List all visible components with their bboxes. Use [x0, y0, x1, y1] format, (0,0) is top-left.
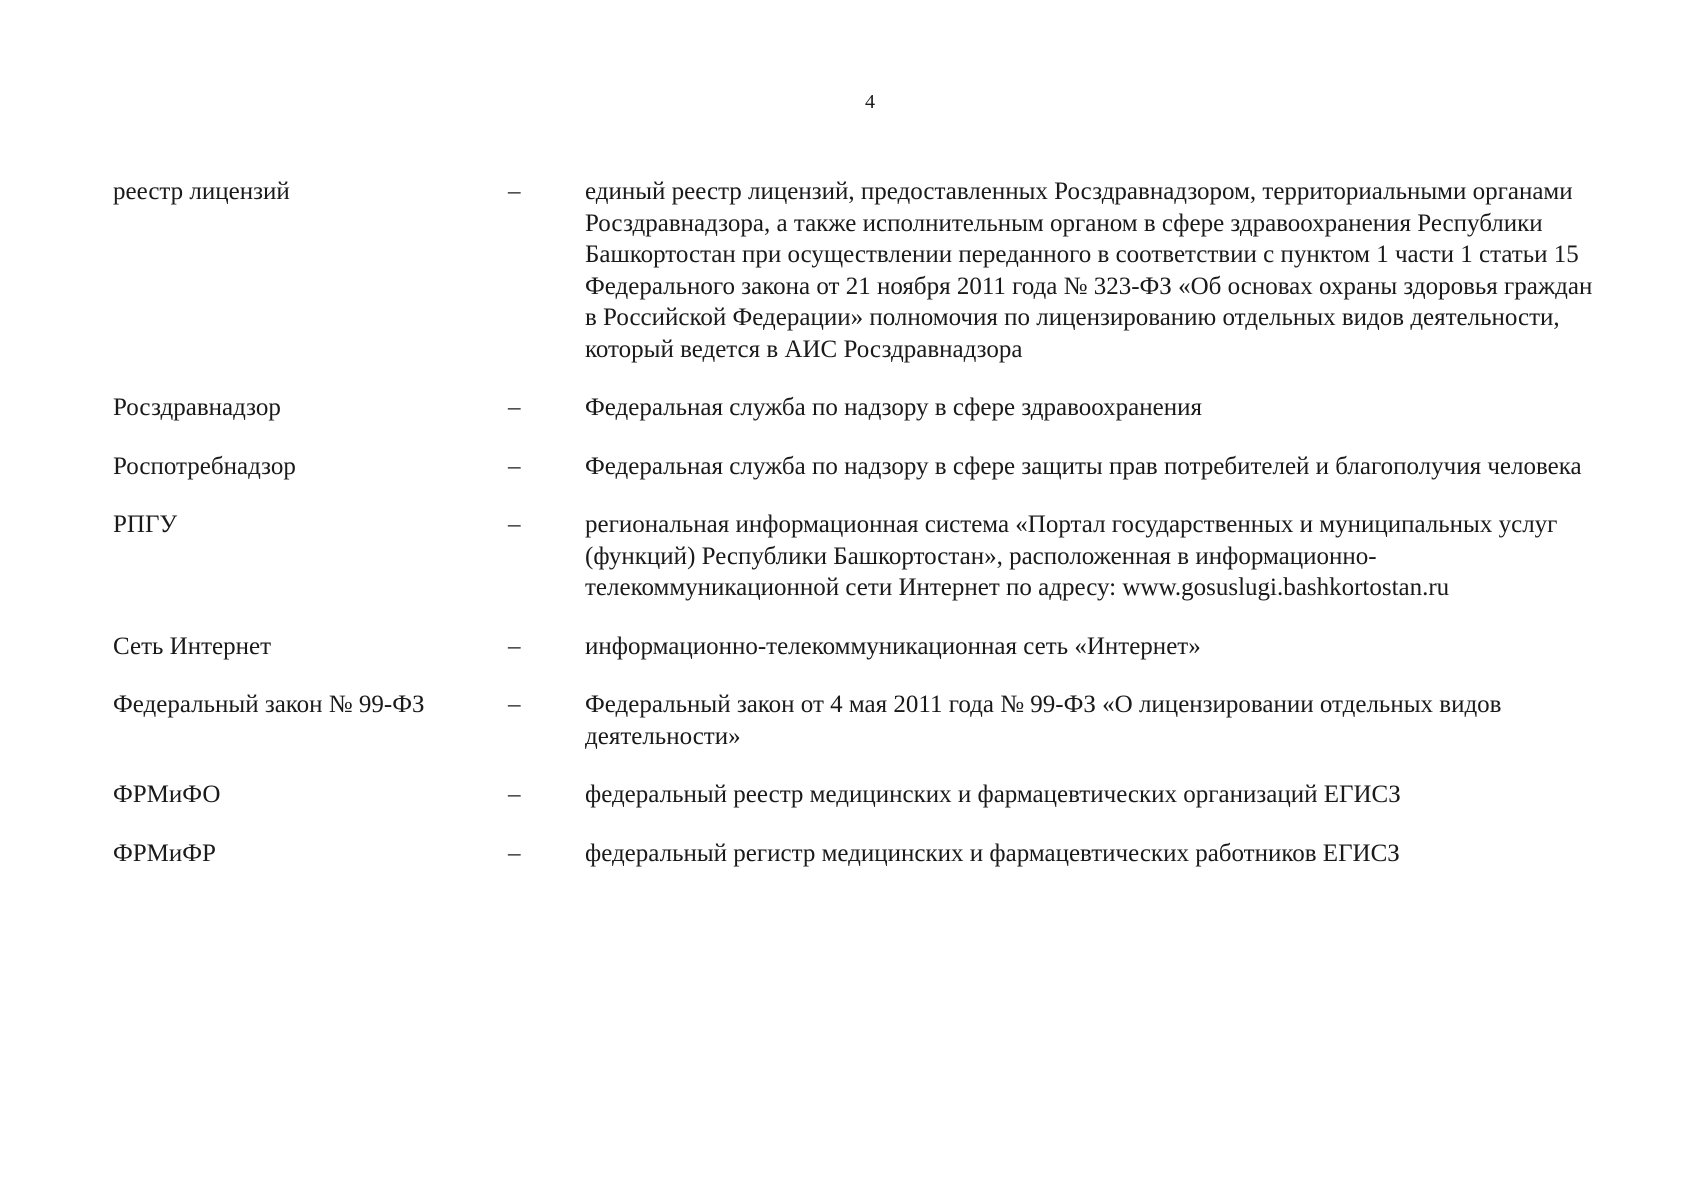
glossary-term: ФРМиФО — [113, 781, 221, 808]
glossary-term: Сеть Интернет — [113, 632, 272, 660]
glossary-term: Росздравнадзор — [113, 394, 281, 421]
glossary-definition: федеральный регистр медицинских и фармацевтических работников ЕГИСЗ — [585, 839, 1400, 867]
glossary-definition: региональная информационная система «Портал государственных и муниципальных услуг (функций) Республики Башкортостан», расположенная в информационно-телекоммуникационной сети Интернет по адресу: www.gosuslugi.bashkortostan.ru — [585, 511, 1558, 601]
glossary-definition: единый реестр лицензий, предоставленных Росздравнадзором, территориальными органами Росздравнадзора, а также исполнительным органом в сфере здравоохранения Республики Башкортостан при осуществлении переданного в соответствии с пунктом 1 части 1 статьи 15 Федерального закона от 21 ноября 2011 года № 323-ФЗ «Об основах охраны здоровья граждан в Российской Федерации» полномочия по лицензированию отдельных видов деятельности, который ведется в АИС Росздравнадзора — [585, 178, 1593, 363]
glossary-term: Роспотребнадзор — [113, 452, 296, 480]
glossary-term: РПГУ — [113, 511, 178, 538]
glossary-dash: – — [508, 781, 521, 808]
glossary-definition: федеральный реестр медицинских и фармацевтических организаций ЕГИСЗ — [585, 781, 1401, 808]
glossary-row-frmifr — [113, 838, 1613, 870]
glossary-definition: информационно-телекоммуникационная сеть «Интернет» — [585, 632, 1201, 660]
glossary-row-frmifo — [113, 779, 1613, 811]
glossary-row-internet — [113, 631, 1613, 663]
glossary-row-rospotrebnadzor — [113, 451, 1613, 483]
glossary-term: ФРМиФР — [113, 839, 216, 867]
glossary-row-roszdravnadzor — [113, 392, 1613, 424]
glossary-term: Федеральный закон № 99-ФЗ — [113, 691, 425, 718]
glossary-dash: – — [508, 632, 521, 660]
glossary-row-rpgu — [113, 509, 1613, 604]
glossary-dash: – — [508, 511, 521, 538]
glossary-dash: – — [508, 691, 521, 718]
glossary-dash: – — [508, 452, 521, 480]
glossary-term: реестр лицензий — [113, 178, 290, 205]
page-number: 4 — [865, 91, 875, 113]
glossary-dash: – — [508, 394, 521, 421]
glossary-definition: Федеральная служба по надзору в сфере здравоохранения — [585, 394, 1202, 421]
abbreviations-list — [113, 176, 1613, 869]
glossary-definition: Федеральный закон от 4 мая 2011 года № 99-ФЗ «О лицензировании отдельных видов деятельности» — [585, 691, 1502, 750]
glossary-dash: – — [508, 839, 521, 867]
glossary-definition: Федеральная служба по надзору в сфере защиты прав потребителей и благополучия человека — [585, 452, 1582, 480]
glossary-row-federal-law-99 — [113, 689, 1613, 752]
glossary-dash: – — [508, 178, 521, 205]
glossary-row-license-registry — [113, 176, 1613, 365]
